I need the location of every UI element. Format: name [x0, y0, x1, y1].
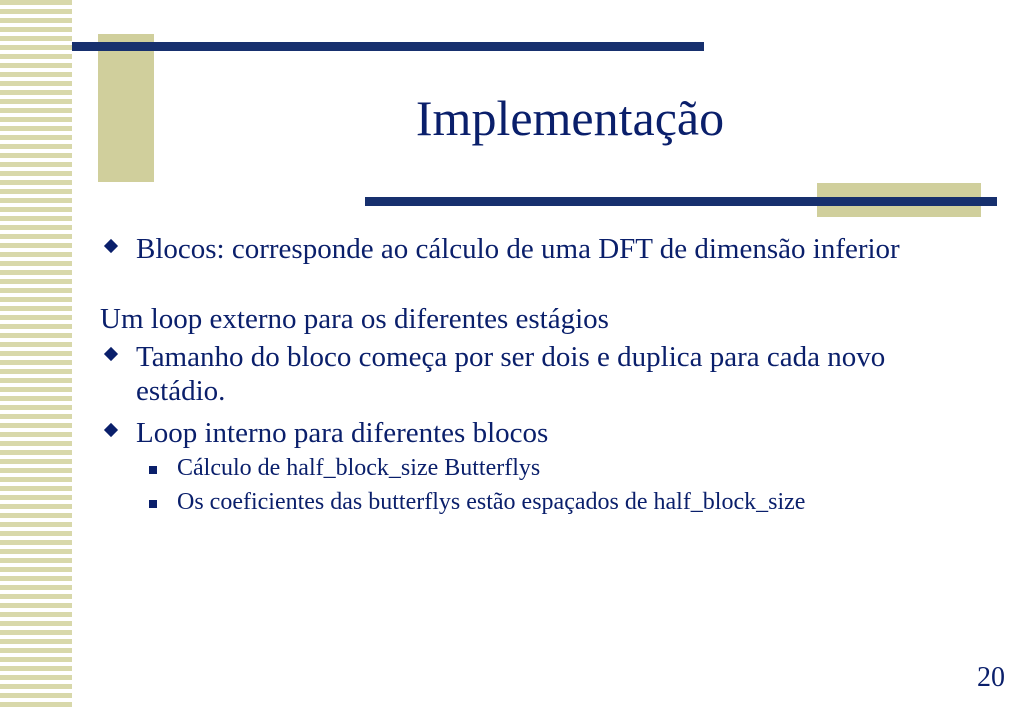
diamond-bullet-icon — [104, 347, 118, 361]
bullet-item — [100, 416, 980, 450]
bullet-text: Blocos: corresponde ao cálculo de uma DFT de dimensão inferior — [136, 233, 900, 265]
decor-bar-bottom — [365, 197, 997, 206]
diamond-bullet-icon — [104, 423, 118, 437]
plain-text: Um loop externo para os diferentes estágios — [100, 303, 609, 335]
plain-text-item — [100, 302, 980, 336]
sub-bullet-text: Os coeficientes das butterflys estão espaçados de half_block_size — [177, 489, 806, 515]
decor-square-top — [98, 34, 154, 182]
sub-bullet-item — [100, 454, 980, 482]
sub-bullet-item — [100, 488, 817, 516]
sub-bullet-text: Cálculo de half_block_size Butterflys — [177, 455, 541, 481]
decor-bar-top — [72, 42, 704, 51]
square-bullet-icon — [149, 466, 157, 474]
bullet-text: Loop interno para diferentes blocos — [136, 417, 549, 449]
striped-margin — [0, 0, 72, 708]
page-number: 20 — [977, 662, 1005, 693]
bullet-text: Tamanho do bloco começa por ser dois e duplica para cada novo estádio. — [136, 341, 886, 407]
diamond-bullet-icon — [104, 239, 118, 253]
slide-body — [100, 232, 980, 516]
bullet-item — [100, 340, 980, 408]
bullet-item — [100, 232, 980, 266]
slide-title: Implementação — [415, 90, 725, 146]
square-bullet-icon — [149, 500, 157, 508]
